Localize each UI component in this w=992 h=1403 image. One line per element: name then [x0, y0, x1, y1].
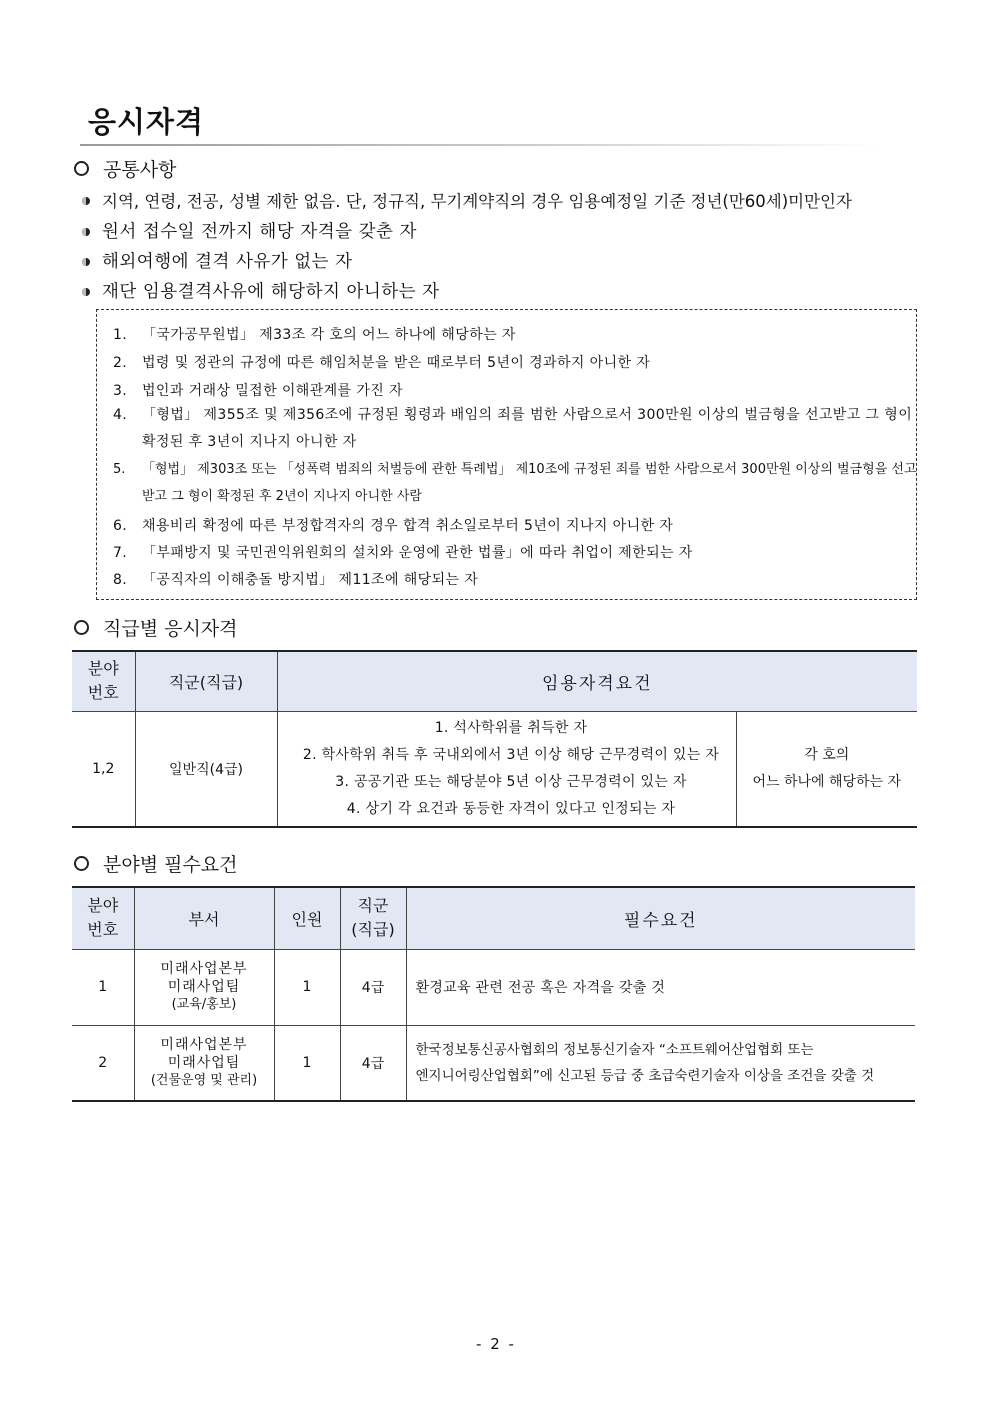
- header-field-no: 분야 번호: [72, 651, 135, 711]
- cell-requirement: [406, 949, 915, 1025]
- list-item: [82, 278, 440, 303]
- requirement-line: 환경교육 관련 전공 혹은 자격을 갖출 것: [415, 980, 666, 996]
- item-number: 6.: [113, 518, 128, 534]
- field-requirements-table: [72, 886, 915, 1102]
- note-line: 각 호의: [804, 746, 850, 763]
- item-number: 3.: [113, 383, 128, 399]
- cell-field-no: 1: [72, 949, 134, 1025]
- note-line: 어느 하나에 해당하는 자: [752, 773, 902, 790]
- header-grade: 직군 (직급): [340, 887, 406, 949]
- table-row: [72, 1025, 915, 1101]
- item-number: 1.: [113, 327, 128, 343]
- section-field-heading: [74, 850, 238, 877]
- item-number: 4.: [113, 407, 128, 423]
- list-item: [113, 402, 922, 456]
- requirement-line: 2. 학사학위 취득 후 국내외에서 3년 이상 해당 근무경력이 있는 자: [302, 746, 720, 763]
- item-text: 「부패방지 및 국민권익위원회의 설치와 운영에 관한 법률」에 따라 취업이 제한되는 자: [142, 545, 693, 561]
- dept-line: 미래사업팀: [167, 979, 241, 995]
- title-underline: [80, 144, 880, 146]
- bullet-icon: [82, 258, 90, 266]
- bullet-text: 재단 임용결격사유에 해당하지 아니하는 자: [102, 282, 440, 302]
- item-text: 채용비리 확정에 따른 부정합격자의 경우 합격 취소일로부터 5년이 지나지 아니한 자: [142, 518, 674, 534]
- bullet-text: 지역, 연령, 전공, 성별 제한 없음. 단, 정규직, 무기계약직의 경우 임용예정일 기준 정년(만60세)미만인자: [102, 192, 852, 211]
- item-text: 「형법」 제303조 또는 「성폭력 범죄의 처벌등에 관한 특례법」 제10조에 규정된 죄를 범한 사람으로서 300만원 이상의 벌금형을 선고 받고 그 형이 확정된 후 2년이 지나지 아니한 사람: [142, 462, 917, 504]
- list-item: [113, 515, 673, 535]
- requirement-line: 3. 공공기관 또는 해당분야 5년 이상 근무경력이 있는 자: [335, 773, 687, 790]
- cell-note: [736, 711, 917, 827]
- list-item: [113, 456, 922, 510]
- dept-line: 미래사업팀: [167, 1054, 241, 1071]
- list-item: [113, 352, 650, 372]
- requirement-line: 4. 상기 각 요건과 동등한 자격이 있다고 인정되는 자: [346, 800, 676, 817]
- disqualification-box: [96, 309, 917, 600]
- section-heading-text: 분야별 필수요건: [103, 854, 238, 876]
- list-item: [113, 569, 478, 589]
- list-item: [113, 380, 403, 400]
- circle-icon: [74, 161, 89, 176]
- cell-dept: [134, 949, 274, 1025]
- page-title: 응시자격: [88, 105, 205, 139]
- list-item: [82, 188, 852, 212]
- cell-field-no: 1,2: [72, 711, 135, 827]
- dept-line: 미래사업본부: [160, 961, 248, 977]
- table-row: [72, 949, 915, 1025]
- item-number: 7.: [113, 545, 128, 561]
- cell-requirement: [406, 1025, 915, 1101]
- cell-grade: 4급: [340, 949, 406, 1025]
- item-text: 「형법」 제355조 및 제356조에 규정된 횡령과 배임의 죄를 범한 사람으로서 300만원 이상의 벌금형을 선고받고 그 형이 확정된 후 3년이 지나지 아니한 자: [142, 407, 913, 450]
- requirement-line: 1. 석사학위를 취득한 자: [434, 719, 588, 736]
- section-heading-text: 공통사항: [103, 159, 177, 181]
- dept-line: (건물운영 및 관리): [150, 1072, 258, 1088]
- item-number: 2.: [113, 355, 128, 371]
- cell-count: 1: [274, 949, 340, 1025]
- list-item: [82, 248, 353, 273]
- bullet-icon: [82, 228, 90, 236]
- cell-dept: [134, 1025, 274, 1101]
- section-common-heading: [74, 155, 176, 182]
- section-grade-heading: [74, 614, 238, 641]
- header-requirements: 임용자격요건: [277, 651, 917, 711]
- cell-job: 일반직(4급): [135, 711, 277, 827]
- cell-requirements: [277, 711, 736, 827]
- dept-line: (교육/홍보): [171, 997, 237, 1012]
- circle-icon: [74, 620, 89, 635]
- bullet-icon: [82, 197, 90, 205]
- header-requirement: 필수요건: [406, 887, 915, 949]
- item-text: 「공직자의 이해충돌 방지법」 제11조에 해당되는 자: [142, 572, 479, 588]
- header-field-no: 분야 번호: [72, 887, 134, 949]
- bullet-icon: [82, 288, 90, 296]
- requirement-line: 한국정보통신공사협회의 정보통신기술자 “소프트웨어산업협회 또는: [415, 1041, 814, 1058]
- table-row: [72, 711, 917, 827]
- item-text: 법인과 거래상 밀접한 이해관계를 가진 자: [142, 383, 403, 399]
- list-item: [113, 542, 693, 562]
- cell-field-no: 2: [72, 1025, 134, 1101]
- section-heading-text: 직급별 응시자격: [103, 618, 238, 640]
- grade-requirements-table: [72, 650, 917, 828]
- header-dept: 부서: [134, 887, 274, 949]
- item-text: 법령 및 정관의 규정에 따른 해임처분을 받은 때로부터 5년이 경과하지 아니한 자: [142, 355, 651, 371]
- bullet-text: 해외여행에 결격 사유가 없는 자: [102, 252, 353, 272]
- page-number: - 2 -: [476, 1335, 516, 1353]
- item-text: 「국가공무원법」 제33조 각 호의 어느 하나에 해당하는 자: [142, 327, 516, 343]
- header-count: 인원: [274, 887, 340, 949]
- dept-line: 미래사업본부: [160, 1036, 248, 1053]
- list-item: [82, 218, 417, 243]
- bullet-text: 원서 접수일 전까지 해당 자격을 갖춘 자: [102, 222, 417, 242]
- cell-grade: 4급: [340, 1025, 406, 1101]
- list-item: [113, 324, 516, 344]
- item-number: 8.: [113, 572, 128, 588]
- header-job: 직군(직급): [135, 651, 277, 711]
- requirement-line: 엔지니어링산업협회”에 신고된 등급 중 초급숙련기술자 이상을 조건을 갖출 것: [415, 1067, 875, 1084]
- cell-count: 1: [274, 1025, 340, 1101]
- item-number: 5.: [113, 462, 126, 477]
- circle-icon: [74, 856, 89, 871]
